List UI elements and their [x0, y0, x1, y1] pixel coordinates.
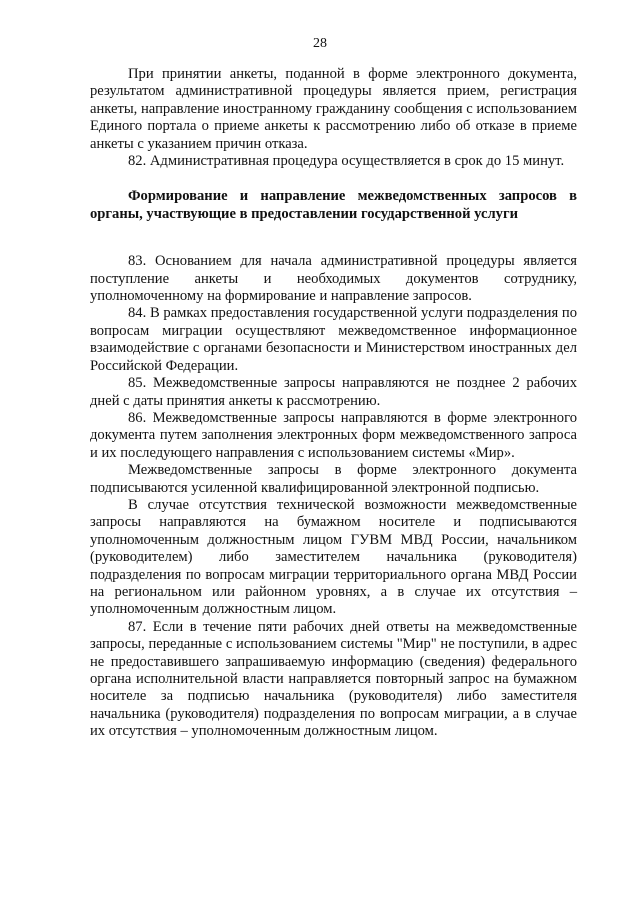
document-body: [90, 66, 577, 741]
paragraph-86: 86. Межведомственные запросы направляются в форме электронного документа путем заполнения электронных форм межведомственного запроса и их последующего направления с использованием системы «Мир».: [90, 409, 577, 461]
section-heading: Формирование и направление межведомственных запросов в органы, участвующие в предоставлении государственной услуги: [90, 188, 577, 222]
paragraph-83: 83. Основанием для начала административной процедуры является поступление анкеты и необходимых документов сотруднику, уполномоченному на формирование и направление запросов.: [90, 253, 577, 305]
paragraph-85: 85. Межведомственные запросы направляются не позднее 2 рабочих дней с даты принятия анкеты к рассмотрению.: [90, 375, 577, 409]
paragraph-84: 84. В рамках предоставления государственной услуги подразделения по вопросам миграции осуществляют межведомственное информационное взаимодействие с органами безопасности и Министерством иностранных дел Российской Федерации.: [90, 305, 577, 374]
page-number: 28: [313, 36, 327, 51]
paragraph-87: 87. Если в течение пяти рабочих дней ответы на межведомственные запросы, переданные с использованием системы "Мир" не поступили, в адрес не предоставившего запрашиваемую информацию (сведения) федерального органа исполнительной власти направляется повторный запрос на бумажном носителе за подписью начальника (руководителя) либо заместителя начальника (руководителя) подразделения по вопросам миграции, а в случае их отсутствия – уполномоченным должностным лицом.: [90, 618, 577, 740]
paragraph-anketa-result: При принятии анкеты, поданной в форме электронного документа, результатом административной процедуры является прием, регистрация анкеты, направление иностранному гражданину сообщения с использованием Единого портала о приеме анкеты к рассмотрению либо об отказе в приеме анкеты с указанием причин отказа.: [90, 66, 577, 152]
paragraph-paper-requests: В случае отсутствия технической возможности межведомственные запросы направляются на бумажном носителе и подписываются уполномоченным должностным лицом ГУВМ МВД России, начальником (руководителем) либо заместителем начальника (руководителя) подразделения по вопросам миграции территориального органа МВД России на региональном или районном уровнях, а в случае их отсутствия – уполномоченным должностным лицом.: [90, 496, 577, 618]
paragraph-electronic-signature: Межведомственные запросы в форме электронного документа подписываются усиленной квалифицированной электронной подписью.: [90, 462, 577, 496]
paragraph-82: 82. Административная процедура осуществляется в срок до 15 минут.: [128, 153, 565, 170]
